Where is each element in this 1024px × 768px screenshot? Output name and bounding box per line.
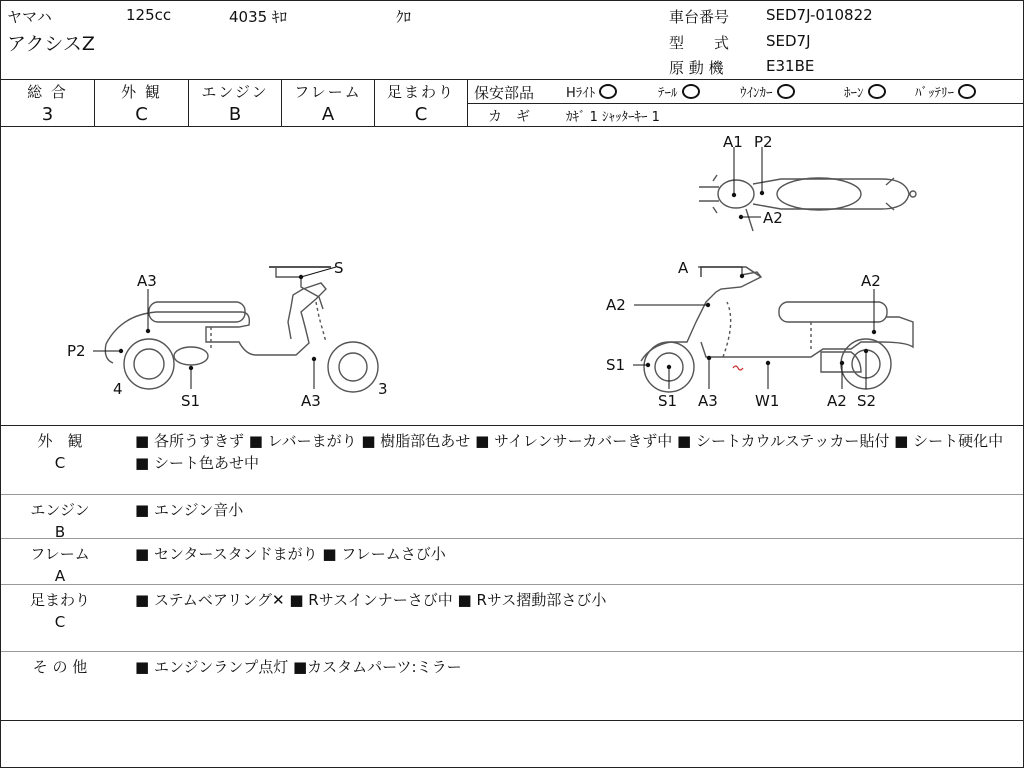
diagram-label: A2 — [827, 392, 847, 410]
section-other — [1, 652, 1023, 721]
color: ｸﾛ — [396, 8, 412, 26]
section-suspension — [1, 585, 1023, 652]
grade-label: 外 観 — [121, 83, 162, 101]
diagram-label: 3 — [378, 380, 388, 398]
grade-value: B — [228, 104, 242, 125]
ok-circle-icon — [599, 84, 617, 99]
safety-parts — [468, 80, 1023, 127]
grade-value: A — [321, 104, 335, 125]
type-value: SED7J — [766, 32, 811, 50]
diagram-label: S1 — [658, 392, 678, 410]
scooter-diagram — [1, 127, 1023, 424]
diagram-label: A2 — [606, 296, 626, 314]
safety-item-tail: ﾃｰﾙ — [658, 82, 700, 101]
grade-exterior — [95, 80, 189, 126]
grade-suspension — [375, 80, 468, 126]
safety-label: 保安部品 — [474, 84, 535, 102]
grade-label: エンジン — [201, 83, 269, 101]
section-category: 足まわり C — [29, 591, 90, 631]
handwritten-mark — [733, 366, 743, 370]
grade-table — [1, 80, 468, 127]
safety-row — [468, 80, 1023, 104]
diagram-label: S1 — [181, 392, 201, 410]
section-remarks: ■ センタースタンドまがり ■ フレームさび小 — [135, 545, 446, 563]
section-engine — [1, 495, 1023, 539]
damage-diagram — [1, 127, 1023, 426]
diagram-label: A1 — [723, 133, 743, 151]
diagram-label: A2 — [861, 272, 881, 290]
ok-circle-icon — [777, 84, 795, 99]
diagram-label: A3 — [137, 272, 157, 290]
grade-label: フレーム — [294, 83, 362, 101]
diagram-label: A — [678, 259, 689, 277]
diagram-label: A3 — [698, 392, 718, 410]
ok-circle-icon — [868, 84, 886, 99]
maker: ヤマハ — [7, 8, 52, 26]
safety-item-battery: ﾊﾞｯﾃﾘｰ — [915, 82, 976, 101]
diagram-label: S1 — [606, 356, 626, 374]
section-remarks: ■ 各所うすきず ■ レバーまがり ■ 樹脂部色あせ ■ サイレンサーカバーきず中 ■ シートカウルステッカー貼付 ■ シート硬化中 ■ シート色あせ中 — [135, 432, 1004, 472]
diagram-label: S — [334, 259, 344, 277]
diagram-label: W1 — [755, 392, 780, 410]
frame-no: SED7J-010822 — [766, 6, 873, 24]
section-category: フレーム A — [30, 545, 90, 585]
model-name: アクシスZ — [7, 33, 95, 55]
diagram-label: 4 — [113, 380, 123, 398]
safety-item-headlight: Hﾗｲﾄ — [566, 82, 617, 101]
diagram-label: P2 — [67, 342, 86, 360]
key-row — [468, 104, 1023, 126]
ok-circle-icon — [958, 84, 976, 99]
section-category: そ の 他 — [32, 658, 88, 676]
safety-item-horn: ﾎｰﾝ — [844, 82, 886, 101]
ok-circle-icon — [682, 84, 700, 99]
diagram-label: S2 — [857, 392, 877, 410]
grade-overall — [1, 80, 95, 126]
diagram-label: A3 — [301, 392, 321, 410]
grade-label: 足まわり — [386, 83, 455, 101]
section-frame — [1, 539, 1023, 585]
grade-value: 3 — [41, 104, 54, 125]
diagram-label: P2 — [754, 133, 773, 151]
engine-value: E31BE — [766, 57, 815, 75]
section-remarks: ■ エンジン音小 — [135, 501, 244, 519]
key-value: ｶｷﾞ 1 ｼｬｯﾀｰｷｰ 1 — [566, 110, 660, 125]
diagram-label: A2 — [763, 209, 783, 227]
section-category: 外 観 C — [37, 432, 83, 472]
section-category: エンジン B — [30, 501, 90, 541]
key-label: カ ギ — [488, 109, 530, 125]
scooter-top-view — [699, 175, 916, 231]
section-remarks: ■ エンジンランプ点灯 ■カスタムパーツ:ミラー — [135, 658, 462, 676]
displacement: 125cc — [126, 6, 172, 24]
vehicle-header — [1, 1, 1023, 80]
frame-no-label: 車台番号 — [669, 8, 730, 26]
grade-label: 総 合 — [27, 83, 68, 101]
mileage: 4035 ｷﾛ — [229, 8, 287, 26]
grade-value: C — [135, 104, 148, 125]
type-label: 型 式 — [669, 34, 730, 52]
section-remarks: ■ ステムベアリング✕ ■ Rサスインナーさび中 ■ Rサス摺動部さび小 — [135, 591, 607, 609]
grade-frame — [282, 80, 375, 126]
engine-label: 原 動 機 — [669, 59, 724, 77]
section-exterior — [1, 426, 1023, 495]
grade-engine — [189, 80, 282, 126]
safety-item-winker: ｳｲﾝｶｰ — [740, 82, 795, 101]
grade-value: C — [414, 104, 428, 125]
